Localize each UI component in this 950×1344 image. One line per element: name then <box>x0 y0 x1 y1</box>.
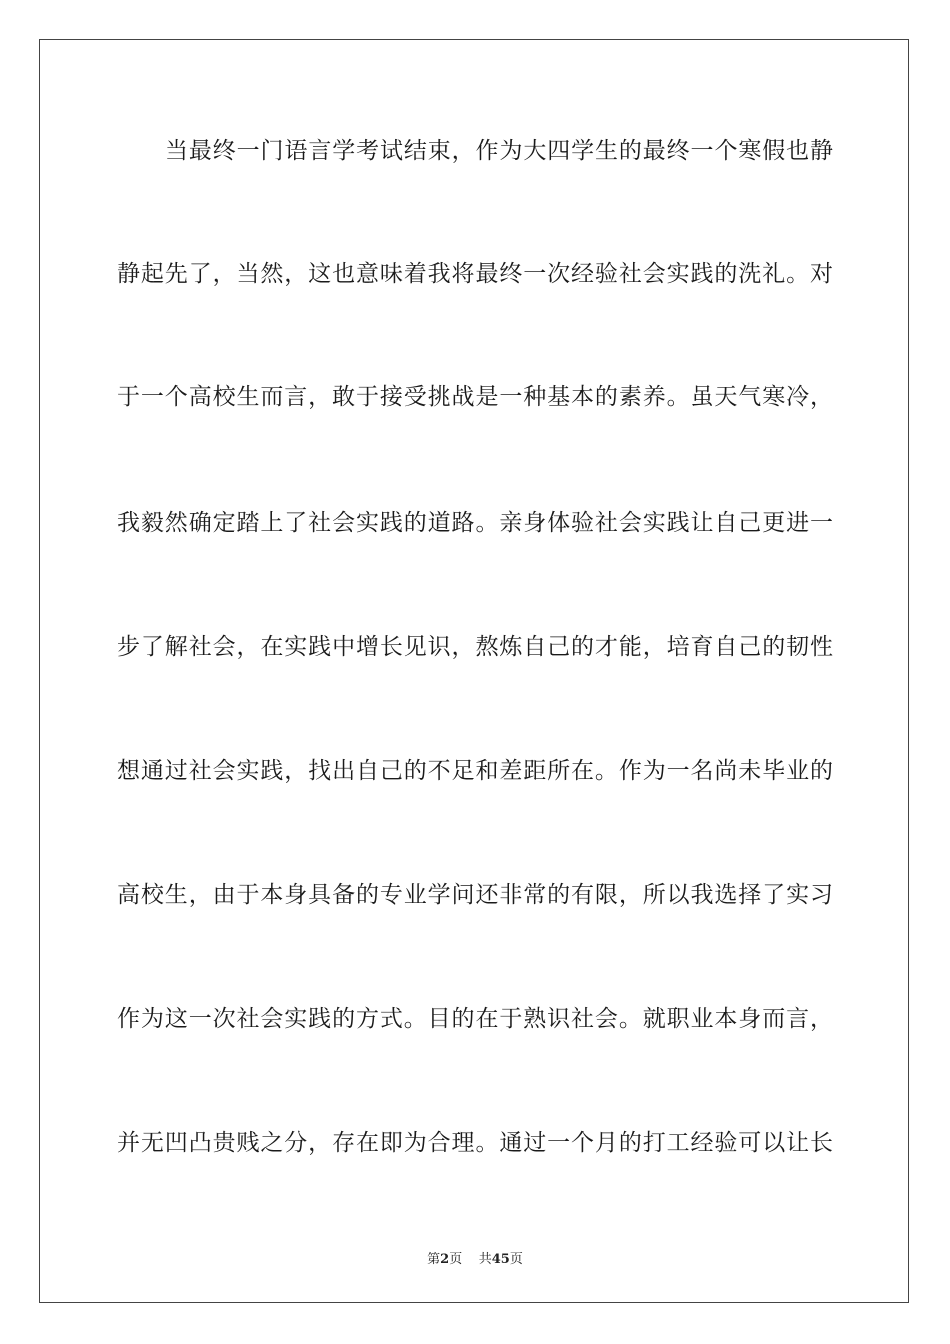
text-line: 当最终一门语言学考试结束，作为大四学生的最终一个寒假也静 <box>165 138 833 164</box>
text-line: 作为这一次社会实践的方式。目的在于熟识社会。就职业本身而言， <box>117 1006 833 1032</box>
footer-total-prefix: 共 <box>478 1252 492 1267</box>
text-line: 想通过社会实践，找出自己的不足和差距所在。作为一名尚未毕业的 <box>117 758 833 784</box>
text-line: 并无凹凸贵贱之分，存在即为合理。通过一个月的打工经验可以让长 <box>117 1130 833 1156</box>
footer-page-prefix: 第 <box>427 1252 441 1267</box>
page-footer <box>0 1248 950 1267</box>
footer-page-number: 2 <box>440 1252 450 1267</box>
text-line: 于一个高校生而言，敢于接受挑战是一种基本的素养。虽天气寒冷， <box>117 384 833 410</box>
page-border <box>39 39 909 1303</box>
footer-total-suffix: 页 <box>509 1252 523 1267</box>
text-line: 我毅然确定踏上了社会实践的道路。亲身体验社会实践让自己更进一 <box>117 510 833 536</box>
text-line: 步了解社会，在实践中增长见识，熬炼自己的才能，培育自己的韧性 <box>117 634 833 660</box>
footer-total-number: 45 <box>491 1252 510 1267</box>
text-line: 静起先了，当然，这也意味着我将最终一次经验社会实践的洗礼。对 <box>117 261 833 287</box>
text-line: 高校生，由于本身具备的专业学问还非常的有限，所以我选择了实习 <box>117 882 833 908</box>
footer-page-suffix: 页 <box>449 1252 463 1267</box>
